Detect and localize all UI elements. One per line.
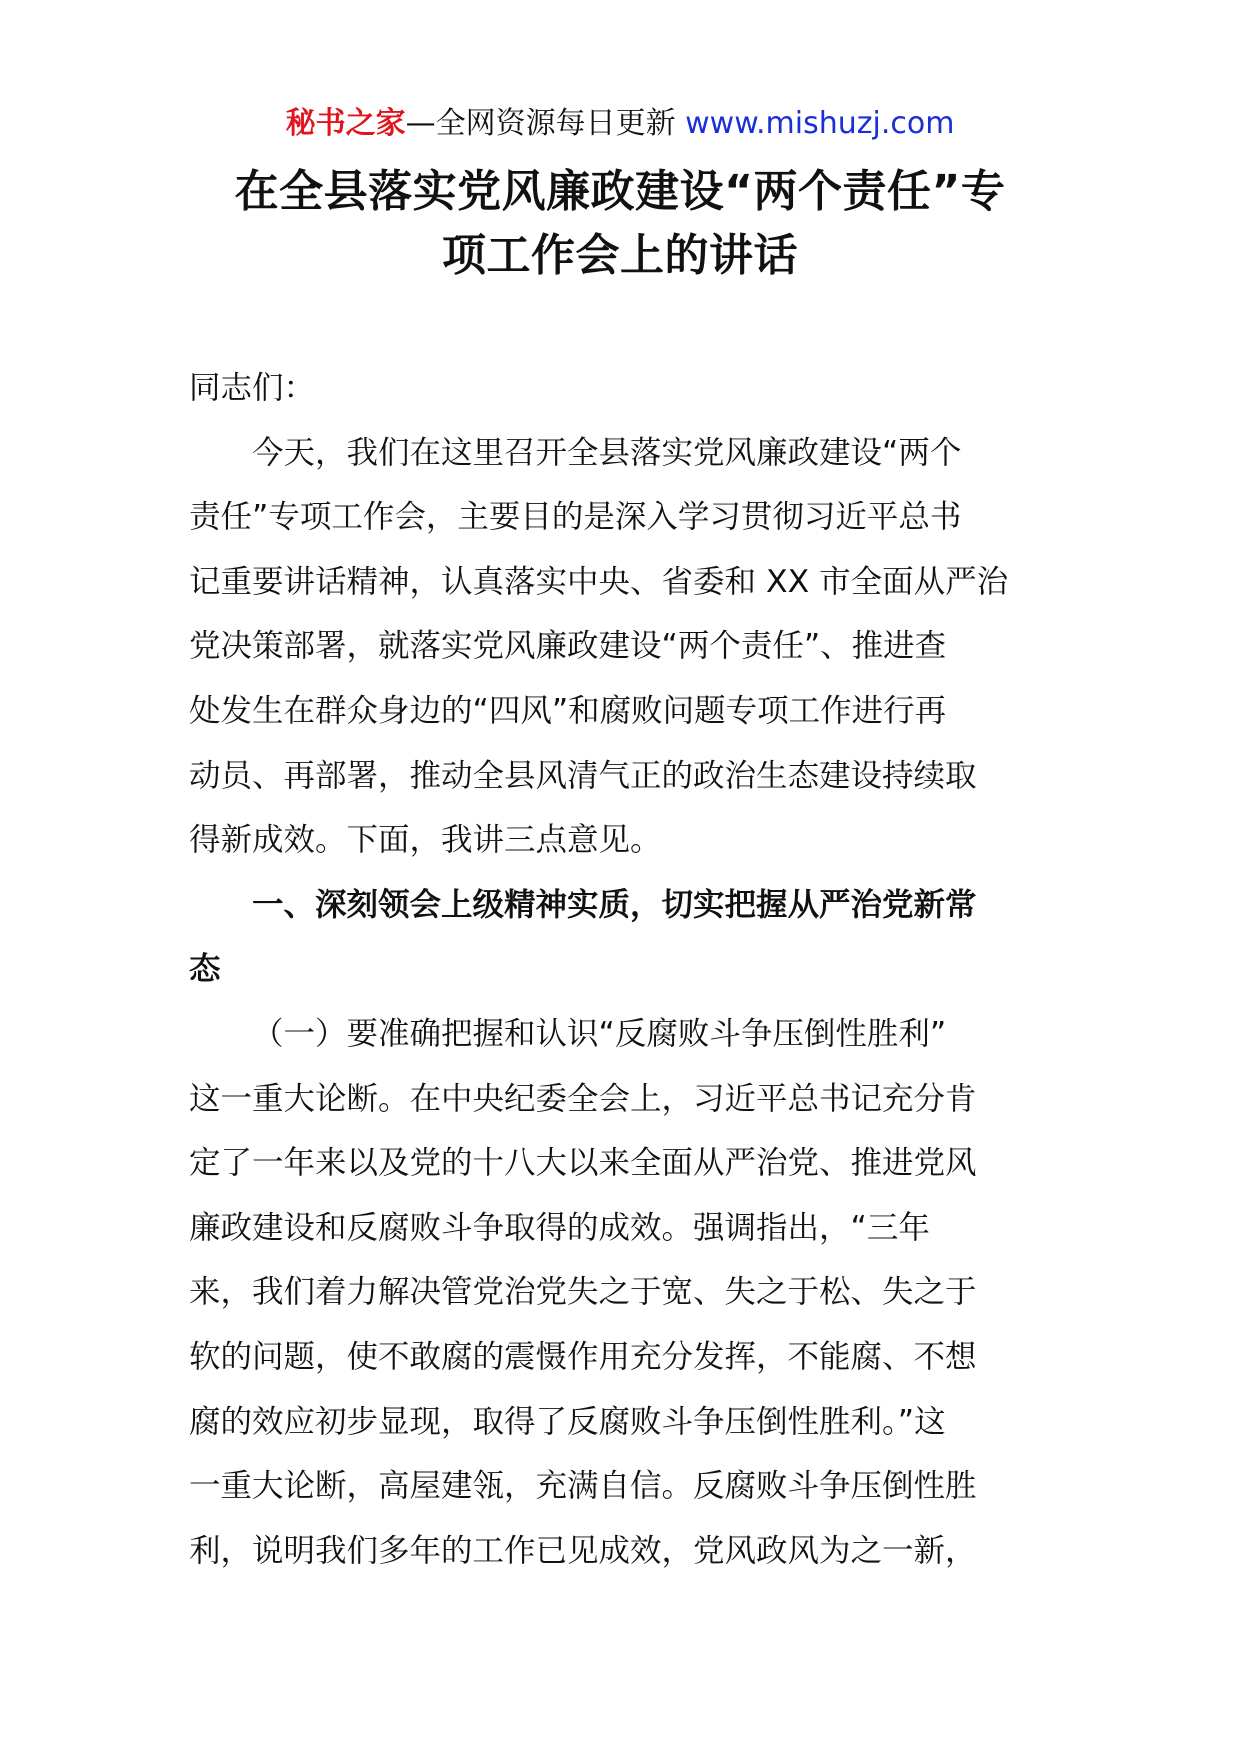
paragraph-line: 记重要讲话精神，认真落实中央、省委和 XX 市全面从严治 <box>189 563 1009 600</box>
section-heading: 一、深刻领会上级精神实质，切实把握从严治党新常 <box>252 886 977 923</box>
paragraph-line: 定了一年来以及党的十八大以来全面从严治党、推进党风 <box>189 1145 977 1182</box>
paragraph-line: 软的问题，使不敢腐的震慑作用充分发挥，不能腐、不想 <box>189 1338 977 1375</box>
title-line: 在全县落实党风廉政建设“两个责任”专 <box>234 166 1006 217</box>
paragraph-line: 一重大论断，高屋建瓴，充满自信。反腐败斗争压倒性胜 <box>189 1468 977 1505</box>
paragraph-line: 动员、再部署，推动全县风清气正的政治生态建设持续取 <box>189 757 977 794</box>
paragraph-line: 来，我们着力解决管党治党失之于宽、失之于松、失之于 <box>189 1274 977 1311</box>
paragraph-line: 今天，我们在这里召开全县落实党风廉政建设“两个 <box>252 434 962 471</box>
paragraph-line: 廉政建设和反腐败斗争取得的成效。强调指出，“三年 <box>189 1209 930 1246</box>
document-body <box>189 356 1059 1583</box>
document-title <box>190 160 1050 288</box>
title-line: 项工作会上的讲话 <box>442 230 798 281</box>
section-heading: 态 <box>189 951 221 988</box>
paragraph-line: 得新成效。下面，我讲三点意见。 <box>189 822 662 859</box>
salutation: 同志们： <box>189 370 316 406</box>
site-url-link[interactable]: www.mishuzj.com <box>685 106 955 141</box>
site-header <box>0 100 1240 148</box>
paragraph-line: （一）要准确把握和认识“反腐败斗争压倒性胜利” <box>252 1015 947 1052</box>
paragraph-line: 党决策部署，就落实党风廉政建设“两个责任”、推进查 <box>189 628 947 665</box>
brand-name: 秘书之家 <box>285 106 406 141</box>
paragraph-line: 处发生在群众身边的“四风”和腐败问题专项工作进行再 <box>189 692 947 729</box>
header-slogan: —全网资源每日更新 <box>405 106 686 141</box>
paragraph-line: 利，说明我们多年的工作已见成效，党风政风为之一新， <box>189 1532 977 1569</box>
paragraph-line: 责任”专项工作会，主要目的是深入学习贯彻习近平总书 <box>189 499 962 536</box>
paragraph-line: 腐的效应初步显现，取得了反腐败斗争压倒性胜利。”这 <box>189 1403 946 1440</box>
paragraph-line: 这一重大论断。在中央纪委全会上，习近平总书记充分肯 <box>189 1080 977 1117</box>
